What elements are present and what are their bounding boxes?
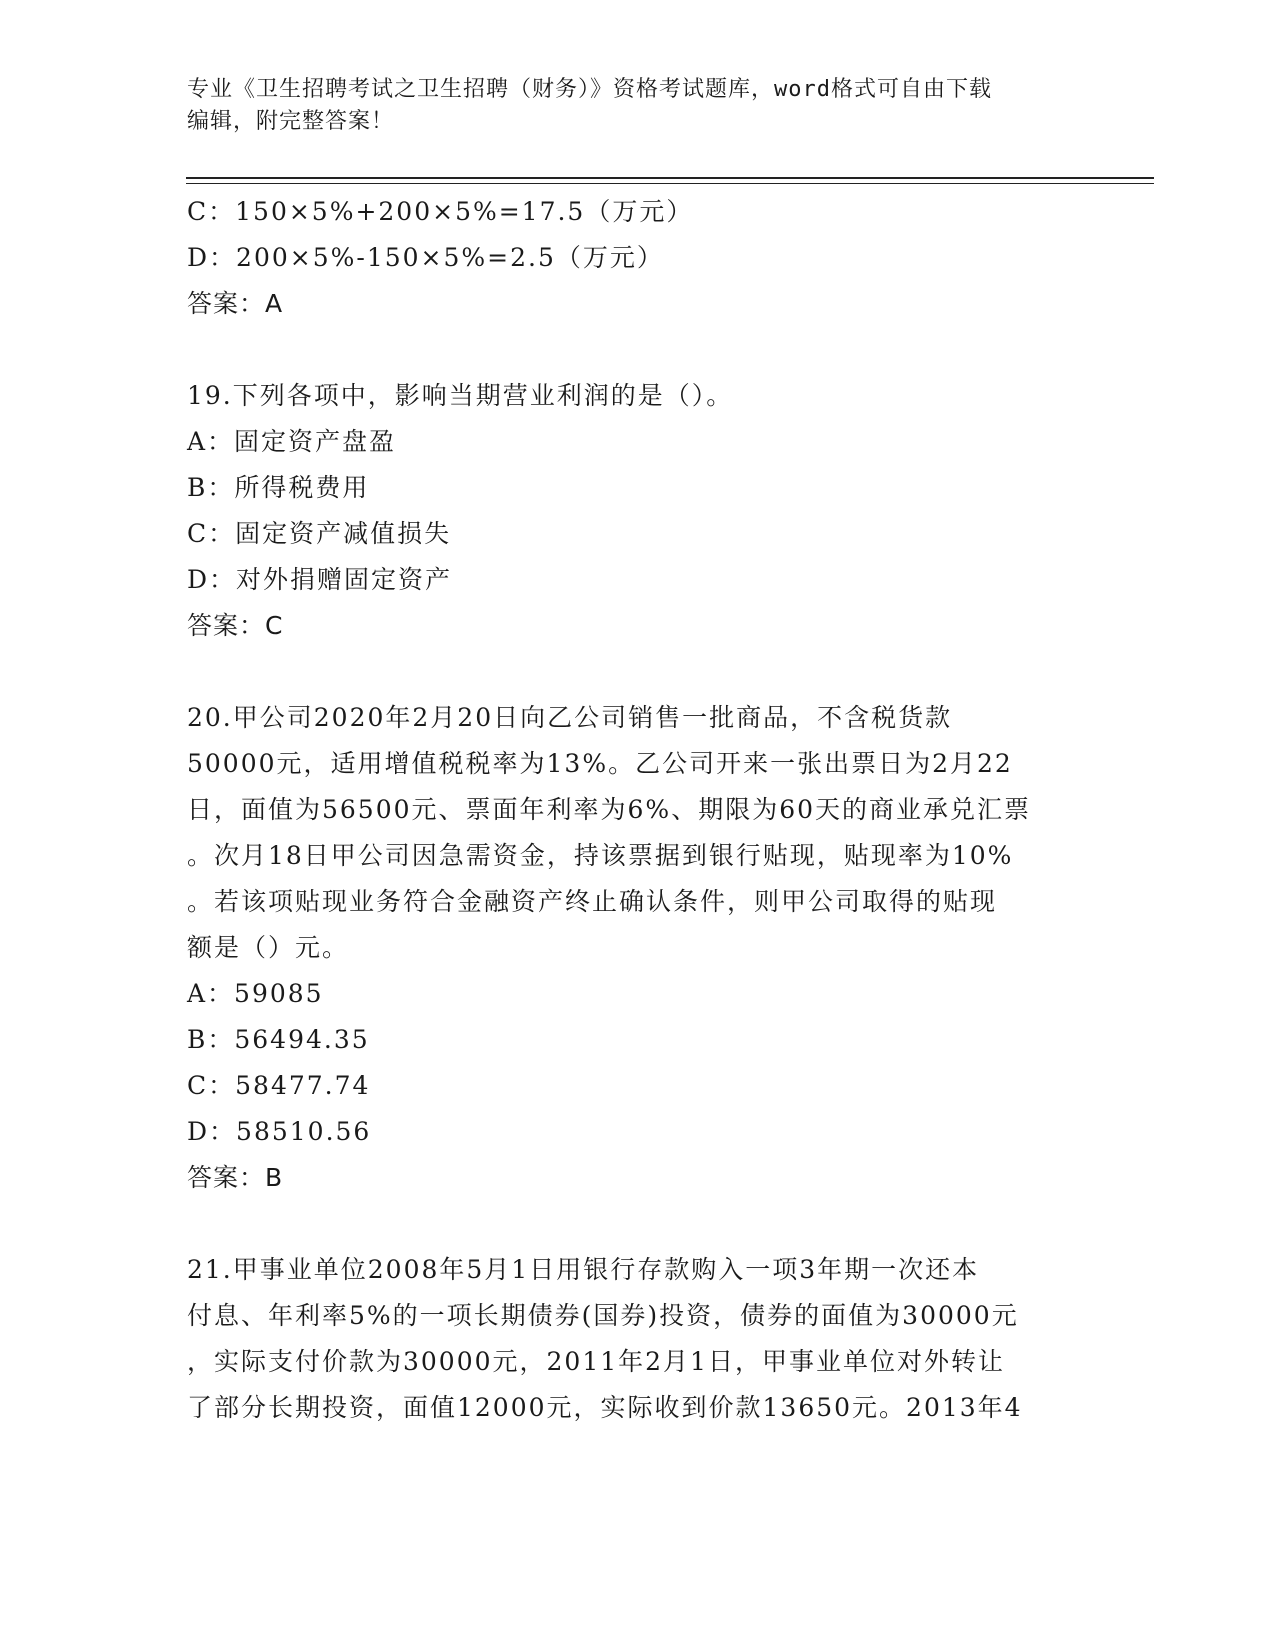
q21-stem-line: 了部分长期投资，面值12000元，实际收到价款13650元。2013年4 [187,1393,1023,1422]
header-divider-thick [186,177,1154,179]
question-list [187,189,1087,1431]
q20-stem-line: 额是（）元。 [187,933,350,962]
q19-option-a: A：固定资产盘盈 [187,427,397,456]
question-21 [187,1247,1087,1431]
question-spacer [187,327,1087,373]
q19-stem: 19.下列各项中，影响当期营业利润的是（）。 [187,381,734,410]
q20-stem-line: 。若该项贴现业务符合金融资产终止确认条件，则甲公司取得的贴现 [187,887,998,916]
question-19 [187,373,1087,649]
q20-option-a: A：59085 [187,979,324,1008]
q18-option-d: D：200×5%-150×5%=2.5（万元） [187,243,664,272]
q20-stem-line: 50000元，适用增值税税率为13%。乙公司开来一张出票日为2月22 [187,749,1013,778]
header-line-2: 编辑，附完整答案！ [187,109,395,134]
question-18-tail [187,189,1087,327]
q20-answer: 答案：B [187,1163,284,1192]
q19-option-d: D：对外捐赠固定资产 [187,565,453,594]
q20-option-d: D：58510.56 [187,1117,372,1146]
page-header [187,74,1087,138]
q20-stem-line: 20.甲公司2020年2月20日向乙公司销售一批商品，不含税货款 [187,703,953,732]
q21-stem-line: 付息、年利率5%的一项长期债券(国券)投资，债券的面值为30000元 [187,1301,1019,1330]
question-20 [187,695,1087,1201]
question-spacer [187,649,1087,695]
q19-answer: 答案：C [187,611,284,640]
header-line-1: 专业《卫生招聘考试之卫生招聘（财务）》资格考试题库，word格式可自由下载 [187,77,992,102]
q19-option-c: C：固定资产减值损失 [187,519,452,548]
q20-option-c: C：58477.74 [187,1071,371,1100]
q21-stem-line: 21.甲事业单位2008年5月1日用银行存款购入一项3年期一次还本 [187,1255,980,1284]
q20-stem-line: 。次月18日甲公司因急需资金，持该票据到银行贴现，贴现率为10% [187,841,1014,870]
q20-option-b: B：56494.35 [187,1025,370,1054]
q18-option-c: C：150×5%+200×5%=17.5（万元） [187,197,694,226]
q21-stem-line: ，实际支付价款为30000元，2011年2月1日，甲事业单位对外转让 [187,1347,1005,1376]
q19-option-b: B：所得税费用 [187,473,370,502]
q18-answer: 答案：A [187,289,284,318]
question-spacer [187,1201,1087,1247]
q20-stem-line: 日，面值为56500元、票面年利率为6%、期限为60天的商业承兑汇票 [187,795,1032,824]
header-divider-thin [186,183,1154,184]
